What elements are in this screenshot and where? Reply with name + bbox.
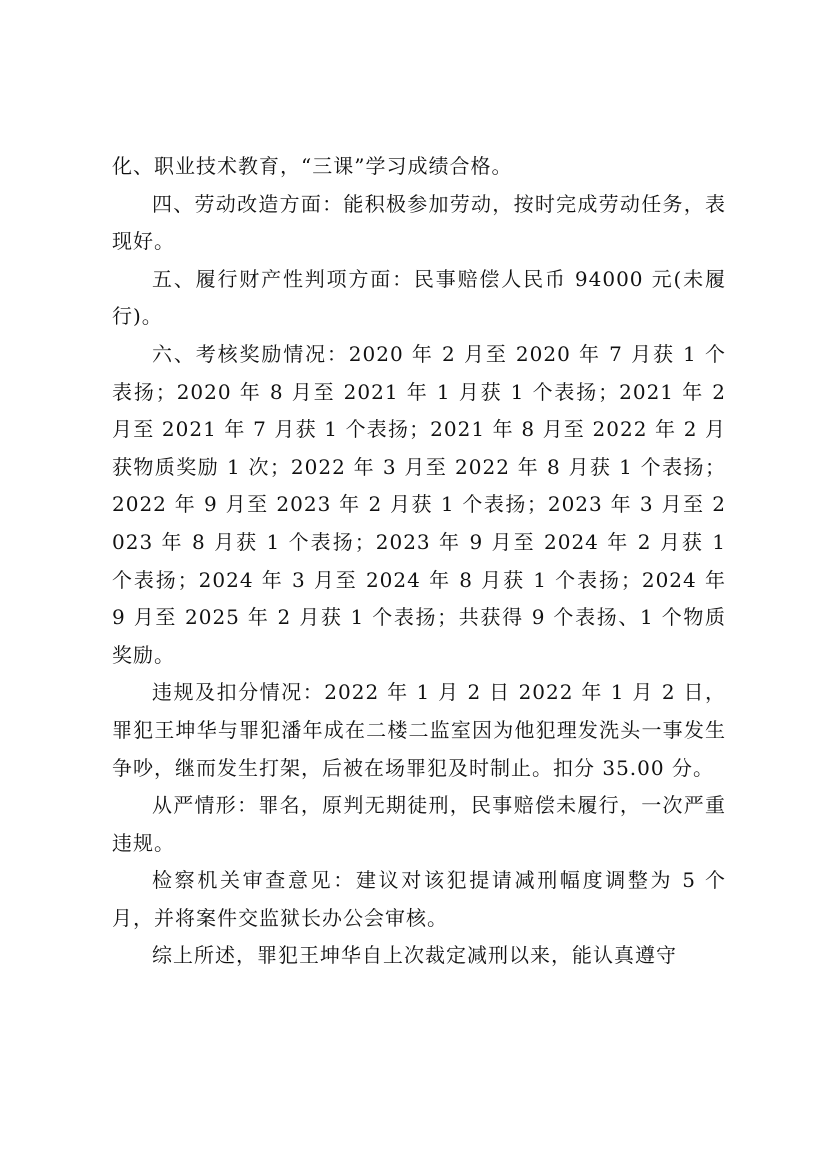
paragraph-procuratorate-opinion: 检察机关审查意见：建议对该犯提请减刑幅度调整为 5 个月，并将案件交监狱长办公会审核。	[112, 868, 726, 930]
paragraph-property-obligation: 五、履行财产性判项方面：民事赔偿人民币 94000 元(未履行)。	[112, 266, 726, 329]
document-body	[112, 148, 726, 975]
paragraph-summary: 综上所述，罪犯王坤华自上次裁定减刑以来，能认真遵守	[152, 943, 677, 968]
paragraph-assessment-rewards: 六、考核奖励情况：2020 年 2 月至 2020 年 7 月获 1 个表扬；2020 年 8 月至 2021 年 1 月获 1 个表扬；2021 年 2 月至 2021 年 7 月获 1 个表扬；2021 年 8 月至 2022 年 2 月获物质奖励 1 次；2022 年 3 月至 2022 年 8 月获 1 个表扬；2022 年 9 月至 2023 年 2 月获 1 个表扬；2023 年 3 月至 2023 年 8 月获 1 个表扬；2023 年 9 月至 2024 年 2 月获 1 个表扬；2024 年 3 月至 2024 年 8 月获 1 个表扬；2024 年 9 月至 2025 年 2 月获 1 个表扬；共获得 9 个表扬、1 个物质奖励。	[112, 341, 726, 667]
paragraph-labor-reform: 四、劳动改造方面：能积极参加劳动，按时完成劳动任务，表现好。	[112, 191, 726, 254]
paragraph-strict-circumstances: 从严情形：罪名，原判无期徒刑，民事赔偿未履行，一次严重违规。	[112, 793, 726, 855]
paragraph-education-continued: 化、职业技术教育，“三课”学习成绩合格。	[112, 154, 513, 178]
paragraph-violations-deductions: 违规及扣分情况：2022 年 1 月 2 日 2022 年 1 月 2 日，罪犯王坤华与罪犯潘年成在二楼二监室因为他犯理发洗头一事发生争吵，继而发生打架，后被在场罪犯及时制止。扣分 35.00 分。	[112, 680, 726, 780]
